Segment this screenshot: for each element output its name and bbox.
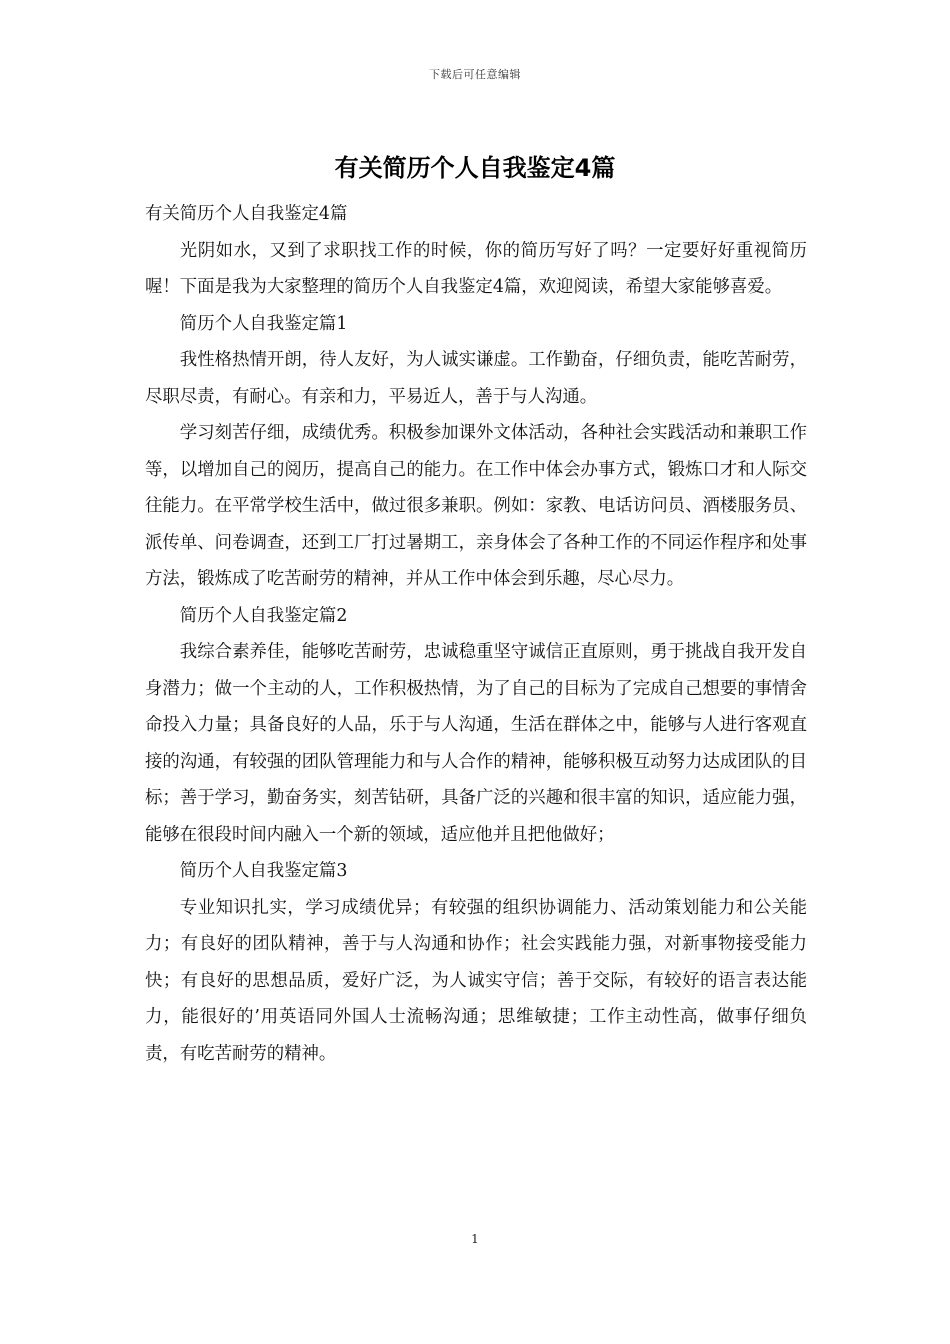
document-title: 有关简历个人自我鉴定4篇	[334, 154, 616, 182]
body-paragraph: 我性格热情开朗，待人友好，为人诚实谦虚。工作勤奋，仔细负责，能吃苦耐劳，尽职尽责，有耐心。有亲和力，平易近人，善于与人沟通。	[145, 350, 807, 407]
body-paragraph: 专业知识扎实，学习成绩优异；有较强的组织协调能力、活动策划能力和公关能力；有良好的团队精神，善于与人沟通和协作；社会实践能力强，对新事物接受能力快；有良好的思想品质，爱好广泛，为人诚实守信；善于交际，有较好的语言表达能力，能很好的’用英语同外国人士流畅沟通；思维敏捷；工作主动性高，做事仔细负责，有吃苦耐劳的精神。	[145, 897, 807, 1064]
section-heading-2: 简历个人自我鉴定篇2	[179, 605, 348, 626]
section-heading-3: 简历个人自我鉴定篇3	[179, 861, 348, 881]
body-paragraph: 我综合素养佳，能够吃苦耐劳，忠诚稳重坚守诚信正直原则，勇于挑战自我开发自身潜力；做一个主动的人，工作积极热情，为了自己的目标为了完成自己想要的事情舍命投入力量；具备良好的人品，乐于与人沟通，生活在群体之中，能够与人进行客观直接的沟通，有较强的团队管理能力和与人合作的精神，能够积极互动努力达成团队的目标；善于学习，勤奋务实，刻苦钻研，具备广泛的兴趣和很丰富的知识，适应能力强，能够在很段时间内融入一个新的领域，适应他并且把他做好；	[145, 642, 807, 845]
intro-paragraph: 光阴如水，又到了求职找工作的时候，你的简历写好了吗？一定要好好重视简历喔！下面是我为大家整理的简历个人自我鉴定4篇，欢迎阅读，希望大家能够喜爱。	[145, 240, 807, 297]
section-heading-1: 简历个人自我鉴定篇1	[179, 313, 348, 334]
header-note: 下载后可任意编辑	[429, 68, 521, 81]
body-paragraph: 有关简历个人自我鉴定4篇	[145, 204, 348, 224]
document-body	[145, 196, 807, 1072]
body-paragraph: 学习刻苦仔细，成绩优秀。积极参加课外文体活动，各种社会实践活动和兼职工作等，以增加自己的阅历，提高自己的能力。在工作中体会办事方式，锻炼口才和人际交往能力。在平常学校生活中，做过很多兼职。例如：家教、电话访问员、酒楼服务员、派传单、问卷调查，还到工厂打过暑期工，亲身体会了各种工作的不同运作程序和处事方法，锻炼成了吃苦耐劳的精神，并从工作中体会到乐趣，尽心尽力。	[145, 423, 807, 589]
page-number: 1	[471, 1232, 479, 1246]
